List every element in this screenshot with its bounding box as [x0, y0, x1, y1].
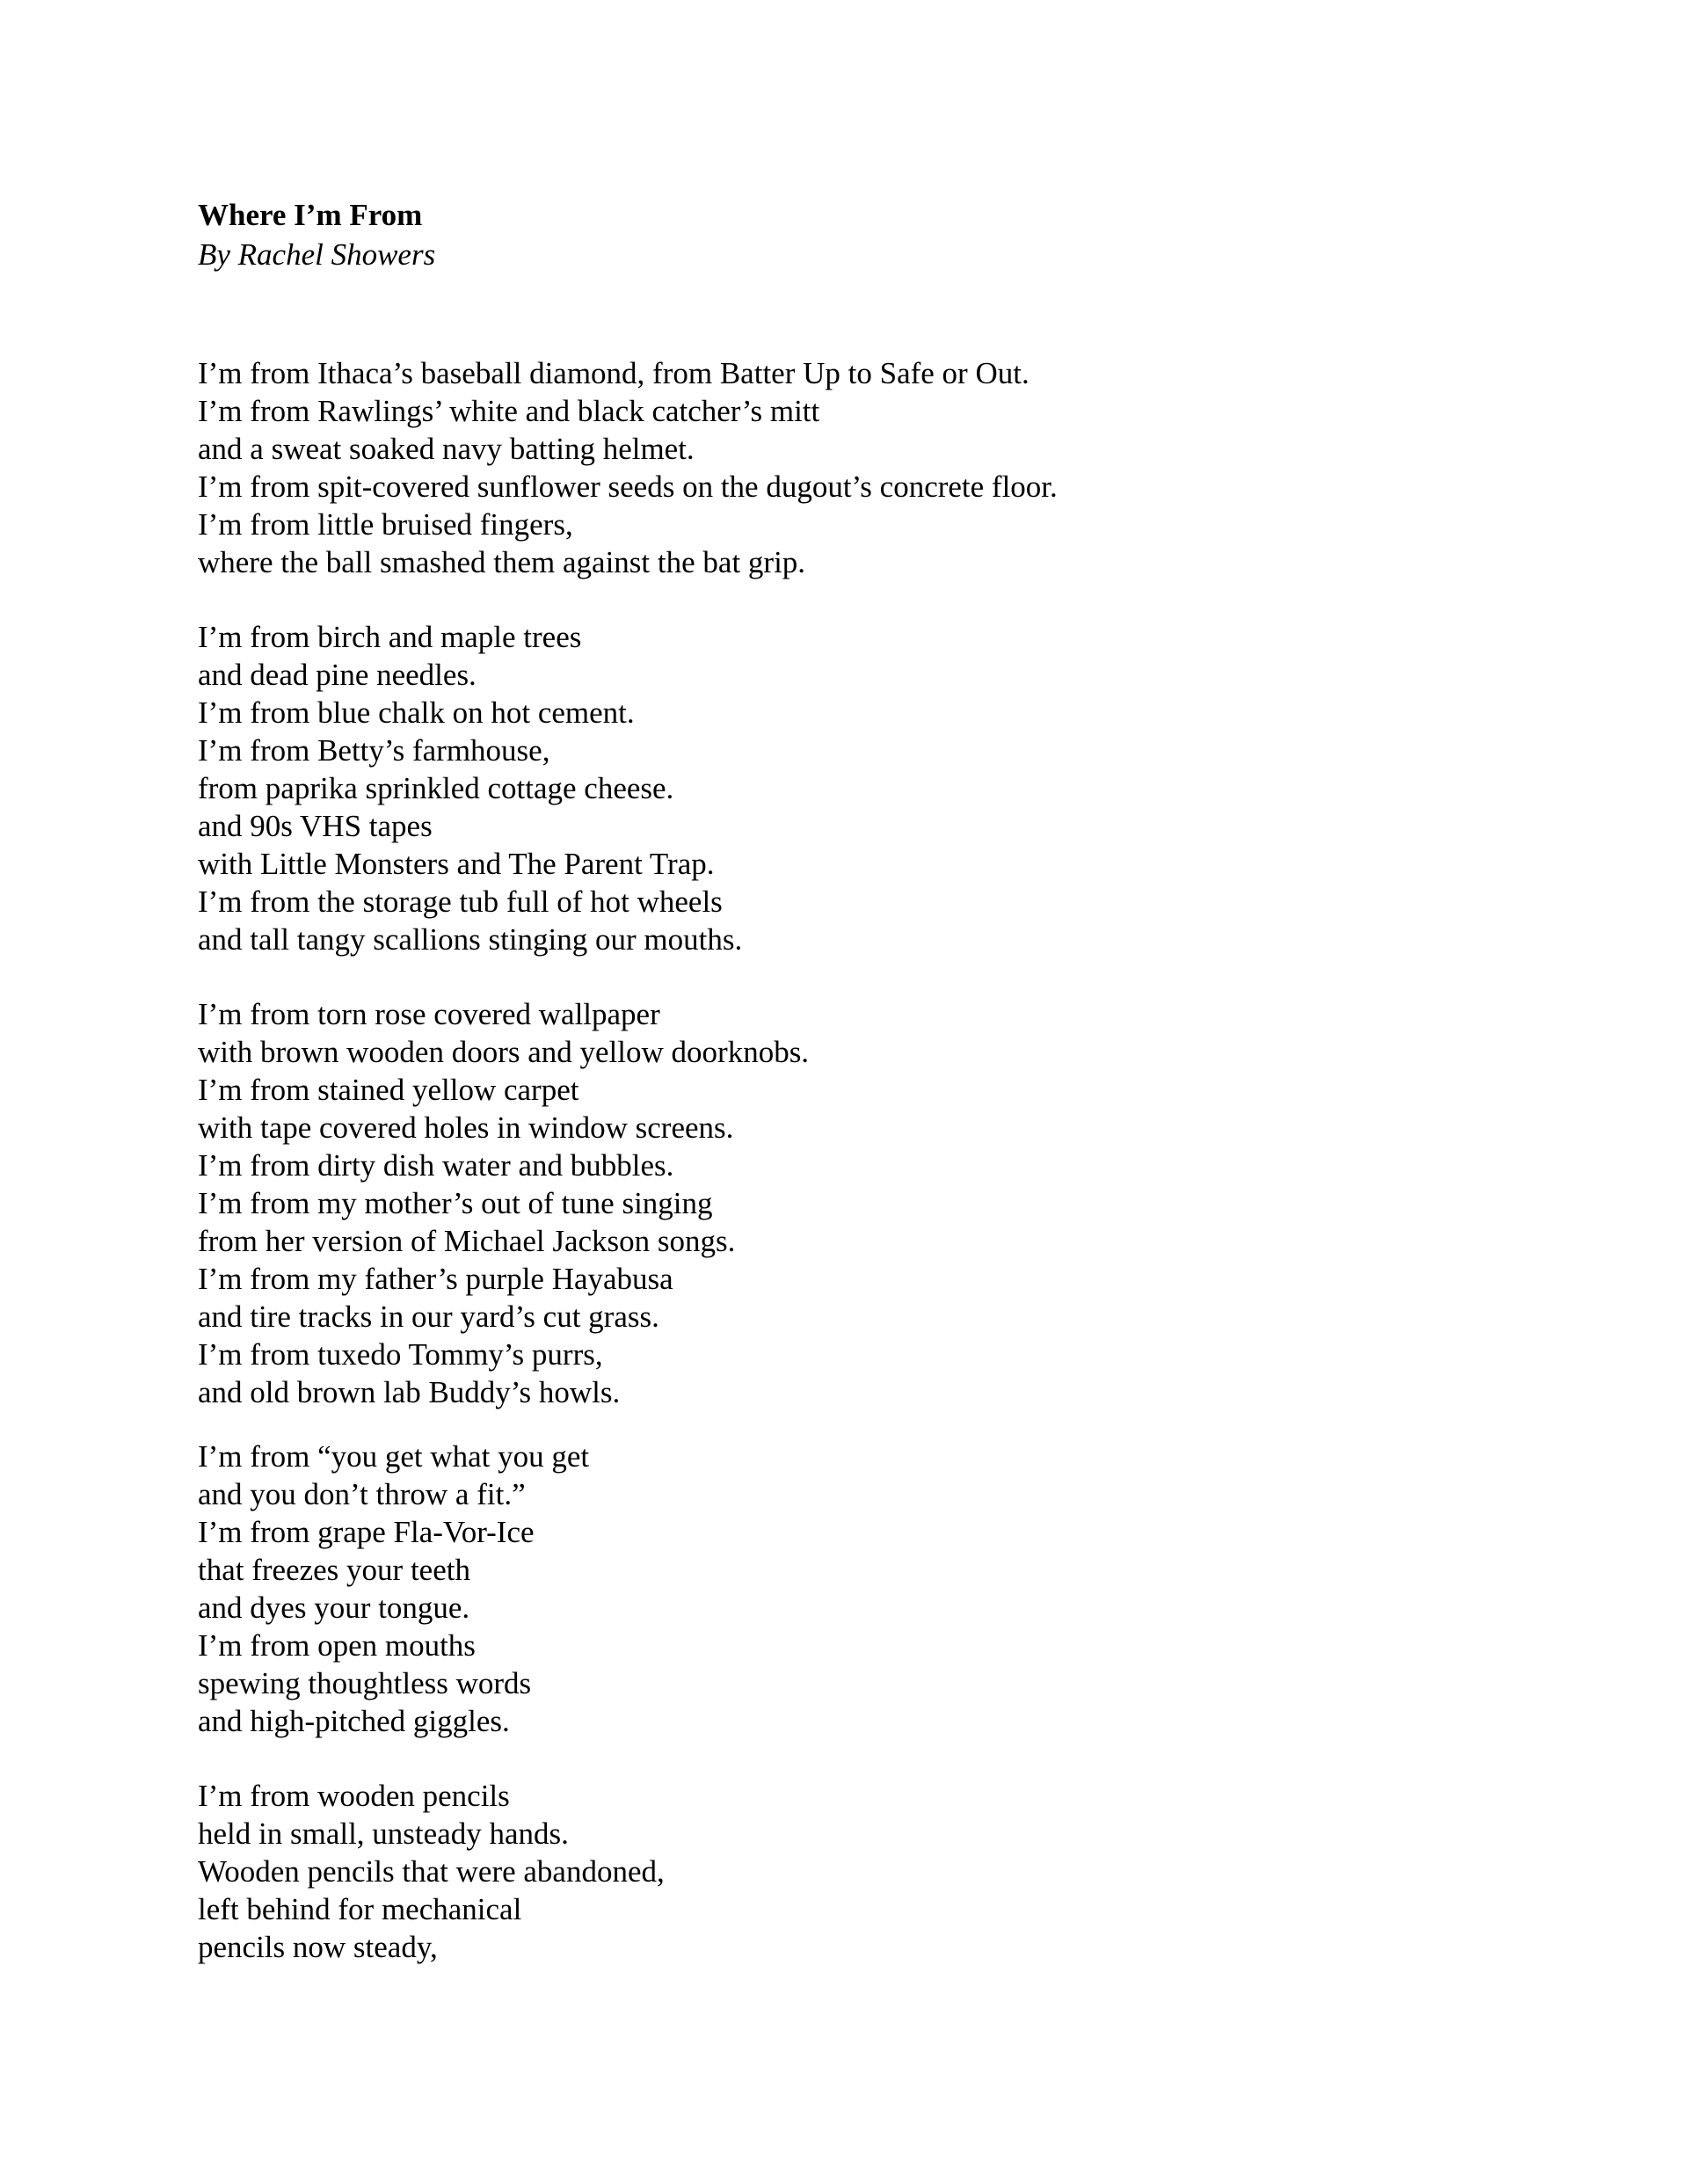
poem-line: with Little Monsters and The Parent Trap.	[198, 847, 715, 881]
stanza-break	[198, 958, 1517, 995]
stanza-4	[198, 1438, 1517, 1740]
stanza-break	[198, 581, 1517, 618]
poem-line: I’m from dirty dish water and bubbles.	[198, 1148, 674, 1183]
poem-line: where the ball smashed them against the bat grip.	[198, 545, 806, 579]
poem-line: and old brown lab Buddy’s howls.	[198, 1375, 621, 1409]
stanza-3	[198, 995, 1517, 1411]
stanza-break	[198, 1411, 1517, 1438]
poem-line: I’m from wooden pencils	[198, 1779, 510, 1813]
poem-line: I’m from Ithaca’s baseball diamond, from Batter Up to Safe or Out.	[198, 356, 1030, 390]
poem-line: and dead pine needles.	[198, 658, 477, 692]
poem-line: I’m from Betty’s farmhouse,	[198, 733, 550, 768]
poem-title: Where I’m From	[198, 198, 423, 232]
poem-line: and high-pitched giggles.	[198, 1704, 510, 1738]
poem-line: I’m from torn rose covered wallpaper	[198, 997, 660, 1031]
poem-line: that freezes your teeth	[198, 1553, 470, 1587]
poem-line: and tire tracks in our yard’s cut grass.	[198, 1299, 659, 1334]
stanza-2	[198, 618, 1517, 958]
poem-line: from paprika sprinkled cottage cheese.	[198, 771, 674, 805]
poem-line: I’m from “you get what you get	[198, 1439, 590, 1474]
poem-line: I’m from my father’s purple Hayabusa	[198, 1262, 673, 1296]
stanza-1	[198, 354, 1517, 581]
poem-line: with brown wooden doors and yellow doorknobs.	[198, 1035, 810, 1069]
poem-line: with tape covered holes in window screens.	[198, 1110, 734, 1145]
poem-line: I’m from open mouths	[198, 1628, 476, 1663]
poem-line: I’m from stained yellow carpet	[198, 1073, 579, 1107]
poem-line: and 90s VHS tapes	[198, 809, 433, 843]
poem-byline: By Rachel Showers	[198, 237, 436, 272]
poem-line: spewing thoughtless words	[198, 1666, 532, 1700]
stanza-break	[198, 1740, 1517, 1777]
poem-line: and you don’t throw a fit.”	[198, 1477, 526, 1511]
poem-body	[198, 354, 1517, 1966]
poem-line: and a sweat soaked navy batting helmet.	[198, 432, 695, 466]
poem-line: I’m from spit-covered sunflower seeds on the dugout’s concrete floor.	[198, 470, 1058, 504]
poem-line: I’m from birch and maple trees	[198, 620, 582, 654]
poem-line: I’m from my mother’s out of tune singing	[198, 1186, 713, 1220]
poem-line: pencils now steady,	[198, 1930, 438, 1964]
poem-line: and dyes your tongue.	[198, 1591, 470, 1625]
poem-line: I’m from Rawlings’ white and black catcher’s mitt	[198, 394, 820, 428]
poem-line: I’m from the storage tub full of hot wheels	[198, 885, 723, 919]
stanza-5	[198, 1777, 1517, 1966]
poem-line: I’m from blue chalk on hot cement.	[198, 695, 635, 730]
poem-line: I’m from tuxedo Tommy’s purrs,	[198, 1337, 603, 1372]
poem-line: and tall tangy scallions stinging our mouths.	[198, 922, 743, 957]
poem-line: I’m from little bruised fingers,	[198, 507, 573, 542]
poem-line: from her version of Michael Jackson songs.	[198, 1224, 736, 1258]
document-page	[198, 195, 1517, 1966]
poem-line: left behind for mechanical	[198, 1892, 522, 1926]
poem-line: I’m from grape Fla-Vor-Ice	[198, 1515, 535, 1549]
poem-line: Wooden pencils that were abandoned,	[198, 1854, 665, 1889]
poem-line: held in small, unsteady hands.	[198, 1816, 569, 1851]
